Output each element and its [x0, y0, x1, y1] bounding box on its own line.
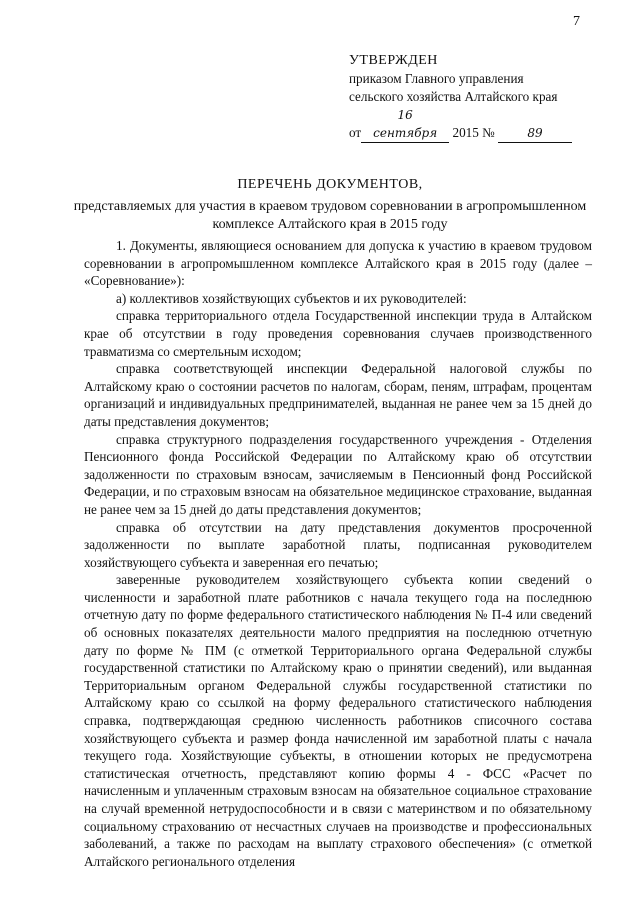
handwritten-number: 89: [498, 124, 572, 143]
approval-line-1: приказом Главного управления: [349, 71, 524, 86]
title-subtitle: представляемых для участия в краевом трудовом соревновании в агропромышленном комплексе Алтайского края в 2015 году: [73, 199, 587, 232]
document-body: [84, 237, 592, 870]
approval-line-2: сельского хозяйства Алтайского края: [349, 89, 558, 104]
approval-title: УТВЕРЖДЕН: [349, 53, 438, 68]
paragraph: а) коллективов хозяйствующих субъектов и их руководителей:: [116, 290, 467, 306]
date-prefix: от: [349, 125, 362, 140]
approval-stamp: [349, 52, 572, 143]
paragraph: заверенные руководителем хозяйствующего субъекта копии сведений о численности и заработной плате работников с начала текущего года на последнюю отчетную дату по форме федерального статистического наблюдения № П-4 или сведений об основных показателях деятельности малого предприятия на последнюю отчетную дату по форме № ПМ (с отметкой Территориального органа Федеральной службы государственной статистики по Алтайскому краю о принятии сведений), или выданная Территориальным органом Федеральной службы государственной статистики по Алтайскому краю со ссылкой на форму федерального статистического наблюдения справка, подтверждающая среднюю численность работников списочного состава хозяйствующего субъекта и размер фонда начисленной им заработной платы с начала текущего года. Хозяйствующие субъекты, в отношении которых не предусмотрена статистическая отчетность, представляют копию формы 4 - ФСС «Расчет по начисленным и уплаченным страховым взносам на обязательное социальное страхование на случай временной нетрудоспособности и в связи с материнством и по обязательному социальному страхованию от несчастных случаев на производстве и профессиональных заболеваний, а также по расходам на выплату страхового обеспечения» (с отметкой Алтайского регионального отделения: [84, 572, 592, 869]
approval-date-line: [349, 106, 572, 143]
document-title: [70, 176, 590, 234]
year-text: 2015 №: [452, 125, 495, 140]
paragraph: справка об отсутствии на дату представления документов просроченной задолженности по выплате заработной платы, подписанная руководителем хозяйствующего субъекта и заверенная его печатью;: [84, 519, 592, 570]
paragraph: справка территориального отдела Государственной инспекции труда в Алтайском крае об отсутствии в году проведения соревнования случаев производственного травматизма со смертельным исходом;: [84, 308, 592, 359]
paragraph: справка соответствующей инспекции Федеральной налоговой службы по Алтайскому краю о состоянии расчетов по налогам, сборам, пеням, штрафам, процентам организаций и индивидуальных предпринимателей, выданная не ранее чем за 15 дней до даты представления документов;: [84, 361, 592, 429]
handwritten-date: 16 сентября: [361, 106, 449, 143]
paragraph: справка структурного подразделения государственного учреждения - Отделения Пенсионного фонда Российской Федерации по Алтайскому краю об отсутствии задолженности по страховым взносам, зачисляемым в Пенсионный фонд Российской Федерации, и по страховым взносам на обязательное медицинское страхование, выданная не ранее чем за 15 дней до даты представления документов;: [84, 431, 592, 517]
paragraph: 1. Документы, являющиеся основанием для допуска к участию в краевом трудовом соревновании в агропромышленном комплексе Алтайского края в 2015 году (далее – «Соревнование»):: [84, 238, 592, 289]
title-heading: ПЕРЕЧЕНЬ ДОКУМЕНТОВ,: [237, 177, 423, 192]
page-number: 7: [573, 14, 580, 29]
